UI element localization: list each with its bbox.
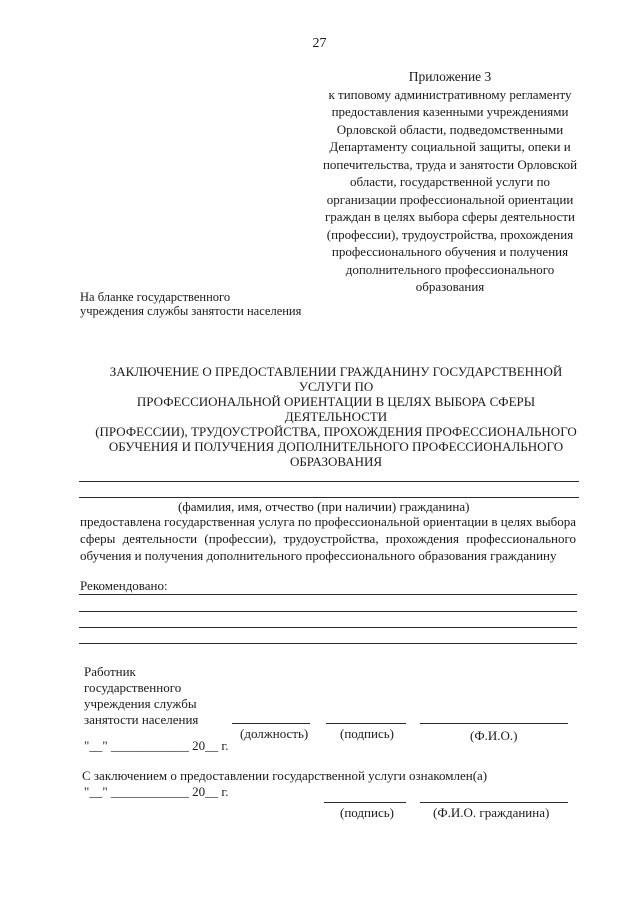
page-number: 27 <box>312 36 327 51</box>
appendix-line: Департаменту социальной защиты, опеки и <box>329 139 571 154</box>
recommended-fill-line[interactable] <box>79 611 577 612</box>
recommended-label: Рекомендовано: <box>80 578 168 593</box>
appendix-line: попечительства, труда и занятости Орловской <box>322 156 578 172</box>
worker-block <box>84 664 198 728</box>
signature-fill-line[interactable] <box>326 723 406 724</box>
appendix-header <box>300 68 600 296</box>
fio-caption: (фамилия, имя, отчество (при наличии) гражданина) <box>178 499 470 514</box>
date-quote: " <box>84 784 90 799</box>
body-paragraph: предоставлена государственная услуга по профессиональной ориентации в целях выбора сферы деятельности (профессии), трудоустройства, прохождения профессионального обучения и получения дополнительного профессионального образования гражданину <box>80 514 576 563</box>
appendix-line: дополнительного профессионального <box>345 261 555 277</box>
position-fill-line[interactable] <box>232 723 310 724</box>
appendix-line: профессионального обучения и получения <box>331 244 569 259</box>
date-day-blank[interactable]: __ <box>89 784 103 799</box>
appendix-line: образования <box>415 279 485 294</box>
appendix-line: организации профессиональной ориентации <box>326 191 574 207</box>
worker-line: государственного <box>84 680 182 695</box>
fio-fill-line[interactable] <box>79 497 579 498</box>
document-title <box>90 364 582 469</box>
letterhead-line: На бланке государственного <box>80 290 231 304</box>
date-line <box>84 738 229 754</box>
title-line: ПРОФЕССИОНАЛЬНОЙ ОРИЕНТАЦИИ В ЦЕЛЯХ ВЫБОРА СФЕРЫ ДЕЯТЕЛЬНОСТИ <box>136 394 536 424</box>
date-day-blank[interactable]: __ <box>89 738 103 753</box>
title-line: ОБУЧЕНИЯ И ПОЛУЧЕНИЯ ДОПОЛНИТЕЛЬНОГО ПРОФЕССИОНАЛЬНОГО <box>108 439 564 454</box>
signature-caption: (подпись) <box>340 726 394 741</box>
fio-sign-caption: (Ф.И.О.) <box>470 728 518 743</box>
date-quote: " <box>102 784 108 799</box>
worker-line: занятости населения <box>84 712 199 727</box>
title-line: ЗАКЛЮЧЕНИЕ О ПРЕДОСТАВЛЕНИИ ГРАЖДАНИНУ ГОСУДАРСТВЕННОЙ УСЛУГИ ПО <box>109 364 563 394</box>
appendix-title: Приложение 3 <box>408 69 492 84</box>
appendix-line: предоставления казенными учреждениями <box>331 104 569 119</box>
title-line: ОБРАЗОВАНИЯ <box>289 454 383 469</box>
citizen-signature-caption: (подпись) <box>340 805 394 820</box>
citizen-fio-fill-line[interactable] <box>420 802 568 803</box>
worker-line: Работник <box>84 664 136 679</box>
date-quote: " <box>84 738 90 753</box>
appendix-line: Орловской области, подведомственными <box>336 121 564 137</box>
appendix-line: области, государственной услуги по <box>349 174 551 189</box>
recommended-fill-line[interactable] <box>79 627 577 628</box>
recommended-fill-line[interactable] <box>79 643 577 644</box>
fio-fill-line[interactable] <box>79 481 579 482</box>
date-year[interactable]: 20__ <box>192 784 219 799</box>
appendix-line: граждан в целях выбора сферы деятельности <box>324 209 576 224</box>
appendix-line: к типовому административному регламенту <box>328 86 572 102</box>
date-year-suffix: г. <box>221 738 229 753</box>
date-year[interactable]: 20__ <box>192 738 219 753</box>
acquainted-text: С заключением о предоставлении государственной услуги ознакомлен(а) <box>82 768 488 783</box>
date-month-blank[interactable]: ____________ <box>110 738 189 753</box>
title-line: (ПРОФЕССИИ), ТРУДОУСТРОЙСТВА, ПРОХОЖДЕНИЯ ПРОФЕССИОНАЛЬНОГО <box>95 424 577 439</box>
date-month-blank[interactable]: ____________ <box>110 784 189 799</box>
letterhead-line: учреждения службы занятости населения <box>80 304 302 318</box>
fio-sign-fill-line[interactable] <box>420 723 568 724</box>
date-year-suffix: г. <box>221 784 229 799</box>
position-caption: (должность) <box>240 726 309 741</box>
letterhead-note <box>80 290 301 318</box>
citizen-fio-caption: (Ф.И.О. гражданина) <box>433 805 550 820</box>
date-line <box>84 784 229 800</box>
appendix-line: (профессии), трудоустройства, прохождения <box>326 226 574 242</box>
worker-line: учреждения службы <box>84 696 197 711</box>
recommended-fill-line[interactable] <box>79 594 577 595</box>
citizen-signature-fill-line[interactable] <box>324 802 406 803</box>
date-quote: " <box>102 738 108 753</box>
